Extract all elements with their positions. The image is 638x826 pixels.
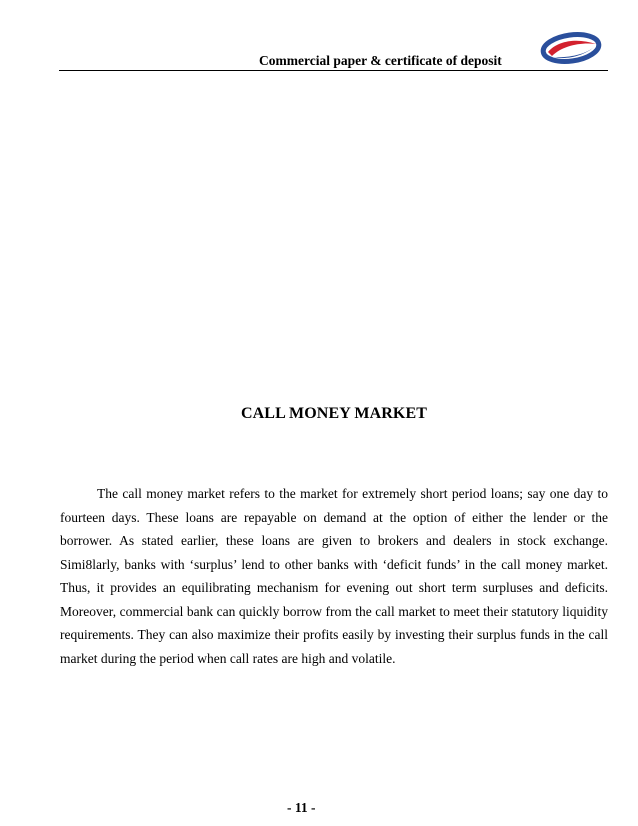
header-rule [59, 70, 608, 71]
section-heading-text: CALL MONEY MARKET [240, 405, 427, 422]
header-title: Commercial paper & certificate of deposit [259, 53, 502, 68]
body-paragraph: The call money market refers to the market for extremely short period loans; say one day to fourteen days. These loans are repayable on demand at the option of either the lender or the borrower. As stated earlier, these loans are given to brokers and dealers in stock exchange. Simi8larly, banks with ‘surplus’ lend to other banks with ‘deficit funds’ in the call money market. Thus, it provides an equilibrating mechanism for evening out short term surpluses and deficits. Moreover, commercial bank can quickly borrow from the call market to meet their statutory liquidity requirements. They can also maximize their profits easily by investing their surplus funds in the call market during the period when call rates are high and volatile. [60, 486, 608, 666]
swoosh-logo-icon [540, 30, 602, 66]
page-number: - 11 - [287, 800, 316, 815]
logo-ring [541, 31, 600, 65]
section-heading [0, 405, 638, 423]
